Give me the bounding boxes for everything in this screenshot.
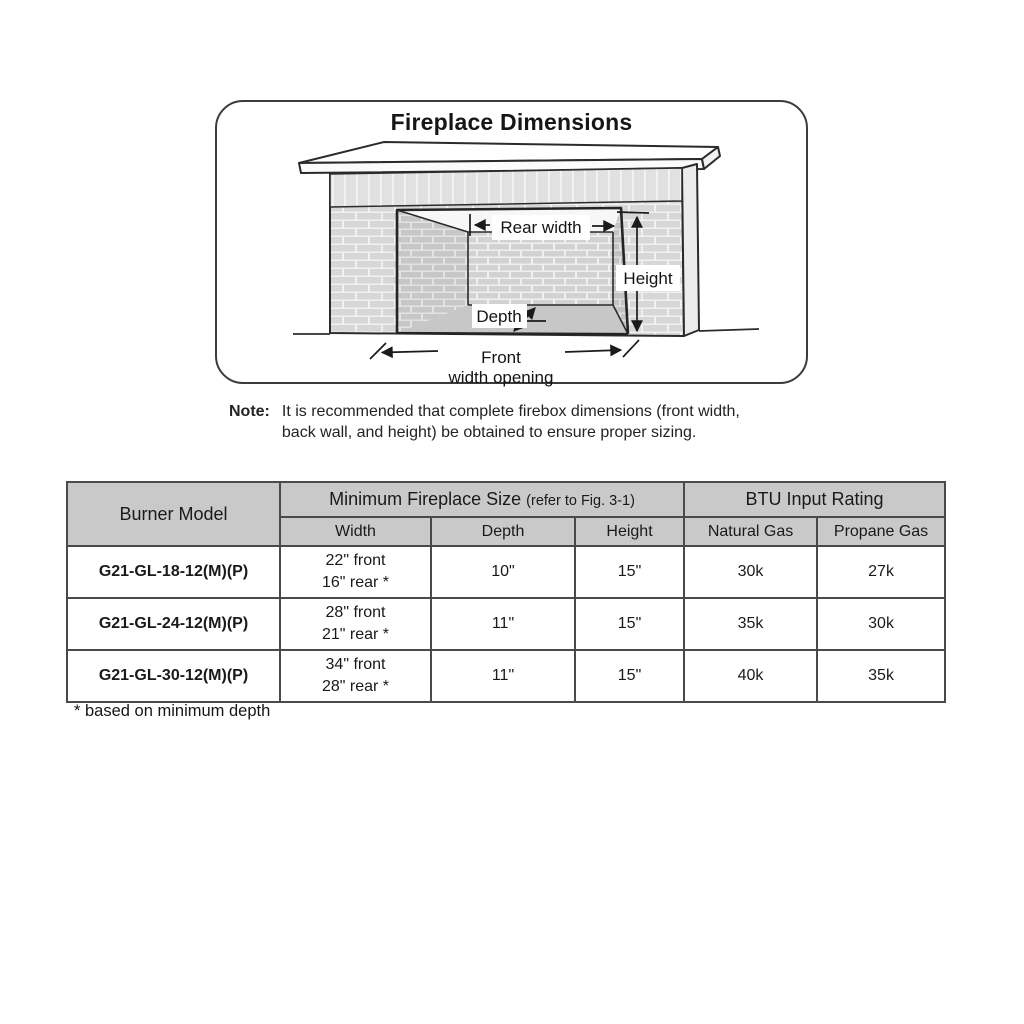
cell-height: 15" — [575, 650, 684, 702]
cell-depth: 11" — [431, 598, 575, 650]
front-width-label-line1: Front — [481, 348, 521, 367]
width-front: 22" front — [325, 552, 386, 569]
width-rear: 16" rear * — [321, 574, 390, 591]
cell-natural-gas: 35k — [684, 598, 817, 650]
col-header-height: Height — [575, 517, 684, 546]
sizing-note — [229, 401, 804, 443]
cell-propane-gas: 27k — [817, 546, 945, 598]
width-rear: 21" rear * — [321, 626, 390, 643]
cell-height: 15" — [575, 546, 684, 598]
width-front: 34" front — [325, 656, 386, 673]
min-size-title: Minimum Fireplace Size — [329, 489, 522, 509]
cell-propane-gas: 35k — [817, 650, 945, 702]
col-header-natural-gas: Natural Gas — [684, 517, 817, 546]
height-label: Height — [623, 269, 673, 288]
table-row — [67, 650, 945, 702]
note-label: Note: — [229, 403, 270, 420]
burner-spec-table — [66, 481, 946, 703]
fireplace-diagram — [213, 124, 811, 392]
cell-natural-gas: 40k — [684, 650, 817, 702]
col-header-btu-input-rating: BTU Input Rating — [684, 482, 945, 517]
col-header-min-fireplace-size — [280, 482, 684, 517]
note-text — [282, 401, 740, 443]
cell-height: 15" — [575, 598, 684, 650]
cell-width — [280, 598, 431, 650]
firebox-back-wall — [468, 232, 613, 305]
cell-natural-gas: 30k — [684, 546, 817, 598]
col-header-propane-gas: Propane Gas — [817, 517, 945, 546]
cell-depth: 11" — [431, 650, 575, 702]
col-header-burner-model: Burner Model — [67, 482, 280, 546]
cell-model: G21-GL-18-12(M)(P) — [67, 546, 280, 598]
cell-depth: 10" — [431, 546, 575, 598]
note-line-2: back wall, and height) be obtained to ensure proper sizing. — [281, 424, 697, 441]
depth-label: Depth — [476, 307, 522, 326]
width-rear: 28" rear * — [321, 678, 390, 695]
figure-title: Fireplace Dimensions — [390, 109, 633, 135]
min-size-ref: (refer to Fig. 3-1) — [526, 493, 635, 509]
cell-width — [280, 546, 431, 598]
cell-model: G21-GL-30-12(M)(P) — [67, 650, 280, 702]
note-line-1: It is recommended that complete firebox dimensions (front width, — [281, 403, 740, 420]
cell-model: G21-GL-24-12(M)(P) — [67, 598, 280, 650]
col-header-width: Width — [280, 517, 431, 546]
cell-width — [280, 650, 431, 702]
front-width-label-line2: width opening — [448, 368, 554, 387]
cell-propane-gas: 30k — [817, 598, 945, 650]
table-row — [67, 546, 945, 598]
width-front: 28" front — [325, 604, 386, 621]
rear-width-label: Rear width — [500, 218, 582, 237]
table-row — [67, 598, 945, 650]
col-header-depth: Depth — [431, 517, 575, 546]
table-footnote: * based on minimum depth — [74, 702, 271, 720]
